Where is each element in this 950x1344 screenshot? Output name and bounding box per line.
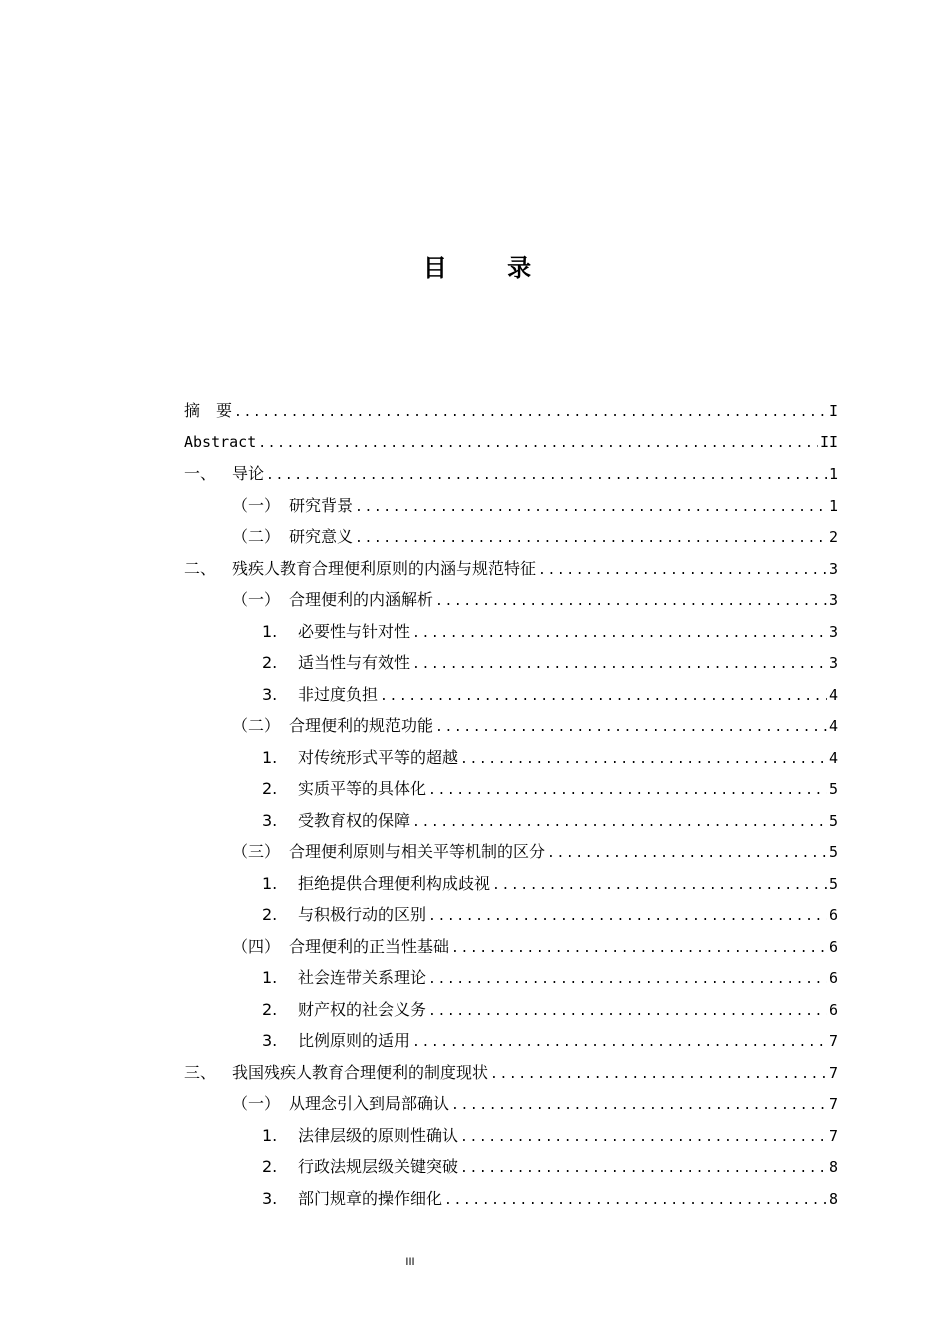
- toc-entry-page: II: [819, 432, 838, 451]
- toc-dot-leader: [380, 681, 827, 713]
- toc-entry-title: 财产权的社会义务: [298, 999, 427, 1019]
- toc-entry-number: 2.: [262, 653, 278, 672]
- toc-entry-title: 对传统形式平等的超越: [298, 747, 459, 767]
- toc-entry[interactable]: [184, 1057, 838, 1089]
- toc-entry-page: 8: [828, 1158, 838, 1176]
- toc-dot-leader: [428, 901, 827, 933]
- toc-dot-leader: [492, 870, 827, 902]
- toc-entry-title: 合理便利的正当性基础: [289, 936, 450, 956]
- toc-dot-leader: [435, 712, 827, 744]
- toc-entry[interactable]: [184, 836, 838, 868]
- toc-entry-title: 从理念引入到局部确认: [289, 1094, 450, 1113]
- toc-entry-title: 实质平等的具体化: [298, 779, 427, 798]
- toc-entry-page: 4: [828, 748, 838, 767]
- toc-entry-page: 1: [828, 465, 838, 483]
- toc-entry-page: 3: [828, 591, 838, 609]
- toc-entry-title: 合理便利的规范功能: [289, 716, 434, 735]
- toc-dot-leader: [412, 807, 827, 839]
- toc-entry-title: 导论: [232, 464, 265, 483]
- toc-entry[interactable]: [184, 1183, 838, 1215]
- toc-entry-title: 合理便利的内涵解析: [289, 590, 434, 609]
- toc-entry[interactable]: [184, 553, 838, 585]
- toc-entry-title: 我国残疾人教育合理便利的制度现状: [232, 1062, 489, 1082]
- toc-entry-page: 1: [828, 496, 838, 515]
- toc-entry-title: 研究意义: [289, 527, 354, 546]
- toc-entry[interactable]: [184, 521, 838, 553]
- toc-entry-title: 必要性与针对性: [298, 621, 411, 641]
- toc-entry-title: 部门规章的操作细化: [298, 1188, 443, 1208]
- toc-entry-title: 合理便利原则与相关平等机制的区分: [289, 842, 546, 861]
- toc-entry-page: 4: [828, 685, 838, 704]
- toc-entry-page: 7: [828, 1095, 838, 1113]
- toc-entry-title: 研究背景: [289, 495, 354, 515]
- toc-dot-leader: [266, 460, 827, 492]
- toc-dot-leader: [451, 1090, 827, 1122]
- toc-entry[interactable]: [184, 647, 838, 679]
- toc-dot-leader: [355, 492, 827, 524]
- toc-entry-page: 3: [828, 559, 838, 578]
- toc-entry-number: 1.: [262, 968, 278, 987]
- toc-entry-title: 行政法规层级关键突破: [298, 1157, 459, 1176]
- toc-entry-page: 7: [828, 1126, 838, 1145]
- toc-entry-number: （二）: [232, 716, 281, 735]
- toc-entry-number: 3.: [262, 684, 278, 704]
- toc-entry-page: 5: [828, 780, 838, 798]
- toc-entry-title: 适当性与有效性: [298, 653, 411, 672]
- toc-entry-page: 7: [828, 1032, 838, 1050]
- toc-dot-leader: [412, 649, 827, 681]
- toc-entry-page: 8: [828, 1189, 838, 1208]
- toc-entry-page: 3: [828, 654, 838, 672]
- toc-entry[interactable]: [184, 395, 838, 427]
- toc-entry-number: （四）: [232, 936, 281, 956]
- toc-entry-page: 5: [828, 874, 838, 893]
- toc-dot-leader: [234, 397, 827, 429]
- toc-entry[interactable]: [184, 994, 838, 1026]
- table-of-contents: [184, 395, 838, 1214]
- toc-entry[interactable]: [184, 805, 838, 837]
- toc-entry[interactable]: [184, 899, 838, 931]
- toc-dot-leader: [460, 744, 827, 776]
- toc-entry-number: 1.: [262, 1125, 278, 1145]
- toc-dot-leader: [490, 1059, 827, 1091]
- toc-entry[interactable]: [184, 931, 838, 963]
- toc-entry-page: 5: [828, 843, 838, 861]
- toc-entry-number: 3.: [262, 1031, 278, 1050]
- toc-entry-title: 拒绝提供合理便利构成歧视: [298, 873, 491, 893]
- toc-entry[interactable]: [184, 584, 838, 616]
- toc-entry-page: 6: [828, 906, 838, 924]
- toc-entry[interactable]: [184, 679, 838, 711]
- toc-entry-number: （一）: [232, 1094, 281, 1113]
- toc-entry-number: 3.: [262, 1188, 278, 1208]
- toc-entry-title: 残疾人教育合理便利原则的内涵与规范特征: [232, 558, 537, 578]
- toc-entry[interactable]: [184, 773, 838, 805]
- toc-entry-page: 6: [828, 969, 838, 987]
- toc-entry-number: （二）: [232, 527, 281, 546]
- toc-dot-leader: [547, 838, 827, 870]
- toc-entry-number: 1.: [262, 621, 278, 641]
- toc-entry-page: 6: [828, 1000, 838, 1019]
- toc-entry[interactable]: [184, 962, 838, 994]
- page-title: 目 录: [422, 254, 558, 282]
- toc-dot-leader: [412, 618, 827, 650]
- toc-dot-leader: [460, 1153, 827, 1185]
- toc-entry[interactable]: [184, 710, 838, 742]
- toc-entry[interactable]: [184, 1025, 838, 1057]
- toc-dot-leader: [444, 1185, 827, 1217]
- toc-entry[interactable]: [184, 616, 838, 648]
- toc-entry[interactable]: [184, 1088, 838, 1120]
- toc-entry-number: 三、: [184, 1062, 217, 1082]
- toc-entry-number: 1.: [262, 747, 278, 767]
- toc-entry-number: 2.: [262, 905, 278, 924]
- toc-entry-page: I: [828, 402, 838, 420]
- toc-entry[interactable]: [184, 1120, 838, 1152]
- toc-entry-title: 比例原则的适用: [298, 1031, 411, 1050]
- toc-entry-page: 6: [828, 937, 838, 956]
- toc-entry-number: （三）: [232, 842, 281, 861]
- toc-entry[interactable]: [184, 868, 838, 900]
- toc-entry-page: 4: [828, 717, 838, 735]
- toc-dot-leader: [451, 933, 827, 965]
- toc-entry-number: （一）: [232, 590, 281, 609]
- toc-entry-number: 摘: [184, 401, 201, 420]
- toc-entry-page: 2: [828, 528, 838, 546]
- footer-page-number: III: [405, 1256, 415, 1268]
- toc-entry[interactable]: [184, 1151, 838, 1183]
- toc-entry[interactable]: [184, 427, 838, 459]
- toc-dot-leader: [428, 964, 827, 996]
- toc-dot-leader: [435, 586, 827, 618]
- toc-entry[interactable]: [184, 490, 838, 522]
- toc-entry-title: 受教育权的保障: [298, 810, 411, 830]
- toc-entry-number: 2.: [262, 999, 278, 1019]
- toc-entry-title: 社会连带关系理论: [298, 968, 427, 987]
- toc-entry-number: 二、: [184, 558, 217, 578]
- toc-entry-title: 与积极行动的区别: [298, 905, 427, 924]
- toc-entry-page: 5: [828, 811, 838, 830]
- toc-entry-title: 法律层级的原则性确认: [298, 1125, 459, 1145]
- toc-dot-leader: [412, 1027, 827, 1059]
- toc-entry-number: 3.: [262, 810, 278, 830]
- toc-entry-number: 2.: [262, 779, 278, 798]
- toc-entry-title: Abstract: [184, 432, 257, 451]
- toc-entry-number: 2.: [262, 1157, 278, 1176]
- toc-entry-number: 1.: [262, 873, 278, 893]
- toc-entry-title: 要: [216, 401, 233, 420]
- toc-entry-number: 一、: [184, 464, 217, 483]
- toc-entry-title: 非过度负担: [298, 684, 379, 704]
- toc-dot-leader: [355, 523, 827, 555]
- toc-entry-page: 7: [828, 1063, 838, 1082]
- toc-entry-number: （一）: [232, 495, 281, 515]
- toc-dot-leader: [538, 555, 827, 587]
- toc-dot-leader: [460, 1122, 827, 1154]
- toc-entry[interactable]: [184, 458, 838, 490]
- toc-entry[interactable]: [184, 742, 838, 774]
- toc-dot-leader: [428, 775, 827, 807]
- toc-dot-leader: [428, 996, 827, 1028]
- toc-dot-leader: [258, 428, 818, 460]
- toc-entry-page: 3: [828, 622, 838, 641]
